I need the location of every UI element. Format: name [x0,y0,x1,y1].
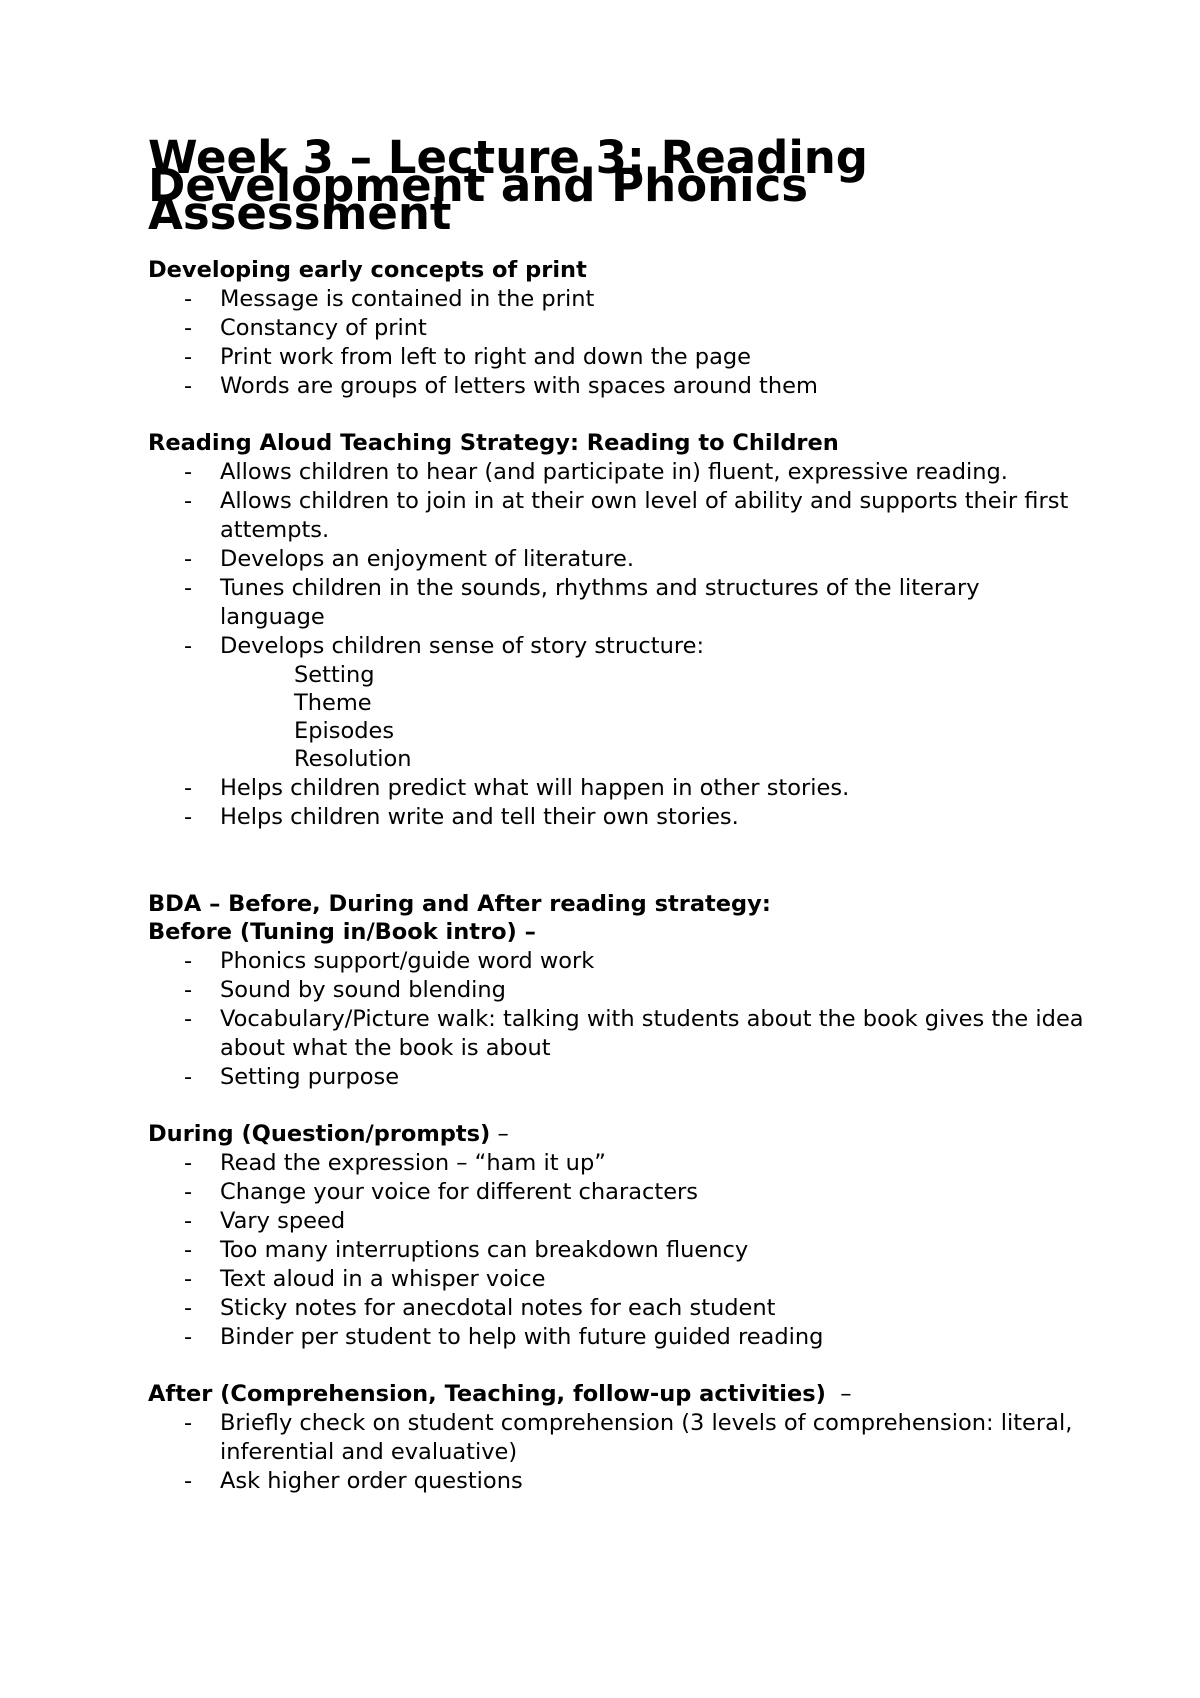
story-structure-item: Resolution [294,746,412,772]
list-item: - Phonics support/guide word work [184,948,595,974]
list-item: - Helps children write and tell their own stories. [184,804,739,830]
list-item: - Vary speed [184,1208,346,1234]
list-item: - Allows children to join in at their own level of ability and supports their first attempts. [184,488,1069,543]
dash-bullet: - [184,775,193,801]
section-heading: During (Question/prompts) – [148,1121,509,1147]
dash-bullet: - [184,977,193,1003]
list-item: - Allows children to hear (and participate in) fluent, expressive reading. [184,459,1008,485]
section-heading: Reading Aloud Teaching Strategy: Reading to Children [148,430,839,456]
list-item: - Setting purpose [184,1064,400,1090]
section-concepts-of-print [148,256,1088,401]
dash-bullet: - [184,1324,193,1350]
dash-bullet: - [184,1064,193,1090]
dash-bullet: - [184,315,193,341]
story-structure-list [148,661,1088,773]
list-item: - Sound by sound blending [184,977,506,1003]
list-item: - Ask higher order questions [184,1468,523,1494]
bullet-list [148,458,1088,661]
bullet-list [148,774,1088,832]
dash-bullet: - [184,286,193,312]
dash-bullet: - [184,373,193,399]
bullet-list [148,1409,1088,1496]
list-item: - Read the expression – “ham it up” [184,1150,606,1176]
list-item: - Too many interruptions can breakdown fluency [184,1237,749,1263]
list-item: - Binder per student to help with future guided reading [184,1324,824,1350]
dash-bullet: - [184,344,193,370]
dash-bullet: - [184,1295,193,1321]
list-item: - Develops children sense of story structure: [184,633,705,659]
bullet-list [148,285,1088,401]
document-page [148,131,1088,1496]
section-subheading: Before (Tuning in/Book intro) – [148,919,536,945]
list-item: - Constancy of print [184,315,427,341]
dash-bullet: - [184,1237,193,1263]
section-reading-aloud [148,429,1088,832]
list-item: - Vocabulary/Picture walk: talking with students about the book gives the idea about what the book is about [184,1006,1084,1061]
list-item: - Words are groups of letters with spaces around them [184,373,818,399]
list-item: - Briefly check on student comprehension (3 levels of comprehension: literal, inferential and evaluative) [184,1410,1073,1465]
dash-bullet: - [184,948,193,974]
list-item: - Message is contained in the print [184,286,595,312]
list-item: - Change your voice for different characters [184,1179,699,1205]
story-structure-item: Setting [294,662,375,688]
dash-bullet: - [184,1006,193,1032]
dash-bullet: - [184,546,193,572]
dash-bullet: - [184,804,193,830]
bullet-list [148,947,1088,1092]
list-item: - Text aloud in a whisper voice [184,1266,546,1292]
section-heading: After (Comprehension, Teaching, follow-up activities) – [148,1381,852,1407]
list-item: - Tunes children in the sounds, rhythms and structures of the literary language [184,575,980,630]
story-structure-item: Theme [294,690,372,716]
dash-bullet: - [184,1410,193,1436]
list-item: - Helps children predict what will happen in other stories. [184,775,850,801]
section-after [148,1380,1088,1496]
list-item: - Sticky notes for anecdotal notes for each student [184,1295,776,1321]
dash-bullet: - [184,1468,193,1494]
dash-bullet: - [184,488,193,514]
story-structure-item: Episodes [294,718,395,744]
section-bda [148,890,1088,1092]
dash-bullet: - [184,1150,193,1176]
section-during [148,1120,1088,1352]
page-title: Week 3 – Lecture 3: Reading Development and Phonics Assessment [148,131,868,240]
dash-bullet: - [184,575,193,601]
dash-bullet: - [184,459,193,485]
dash-bullet: - [184,1266,193,1292]
list-item: - Develops an enjoyment of literature. [184,546,635,572]
dash-bullet: - [184,1208,193,1234]
section-heading: Developing early concepts of print [148,257,587,283]
dash-bullet: - [184,1179,193,1205]
section-heading: BDA – Before, During and After reading strategy: [148,891,771,917]
list-item: - Print work from left to right and down the page [184,344,751,370]
bullet-list [148,1149,1088,1352]
dash-bullet: - [184,633,193,659]
